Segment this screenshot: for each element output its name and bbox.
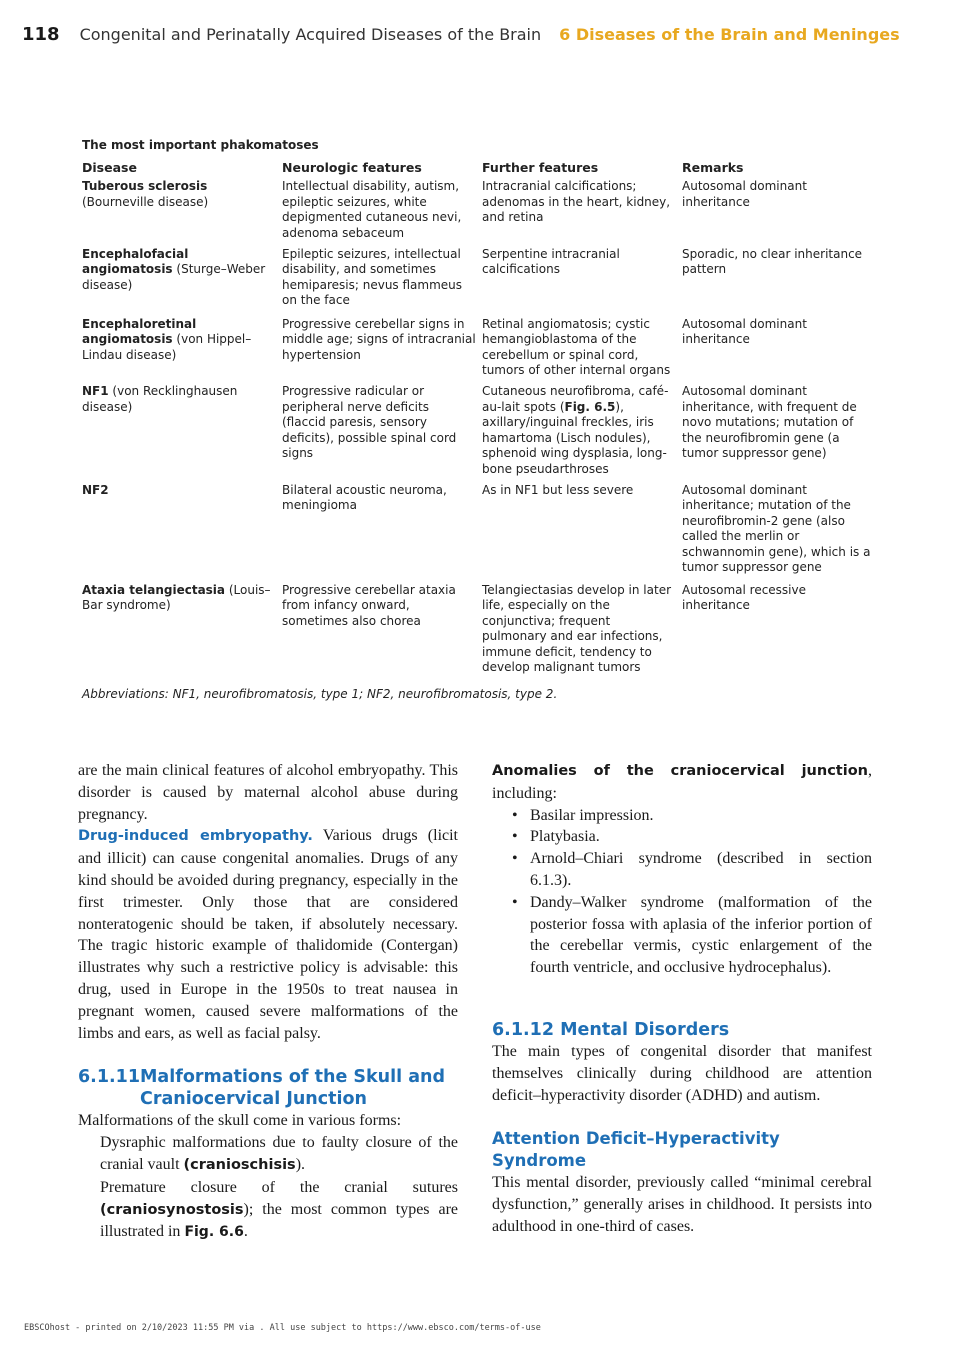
disease-name: Encephaloretinal angiomatosis [82, 316, 197, 347]
bullet-icon: • [512, 828, 518, 846]
disease-cell [82, 384, 282, 483]
item-text: Premature closure of the cranial sutures [100, 1178, 458, 1196]
table-header-row [82, 160, 882, 180]
list-item-text: Platybasia. [530, 828, 600, 846]
term-craniosynostosis: (craniosynostosis [100, 1201, 244, 1218]
anomalies-list [492, 805, 872, 979]
item-text: ). [295, 1155, 306, 1173]
further-text: Cutaneous neurofibroma, café-au-lait spots ( [482, 383, 669, 414]
print-footer: EBSCOhost - printed on 2/10/2023 11:55 PM via . All use subject to https://www.ebsco.com/terms-of-use [24, 1323, 541, 1333]
bullet-icon: • [512, 806, 518, 824]
column-header-further: Further features [482, 159, 599, 175]
section-heading-6-1-12 [492, 1019, 872, 1041]
bullet-icon: • [512, 893, 518, 911]
item-text: Dysraphic malformations due to faulty closure of the cranial vault [100, 1134, 458, 1173]
further-cell [482, 384, 682, 483]
further-cell: As in NF1 but less severe [482, 482, 634, 497]
section-spacer [78, 1044, 458, 1066]
disease-cell [82, 247, 282, 317]
alcohol-paragraph: are the main clinical features of alcohol embryopathy. This disorder is caused by maternal alcohol abuse during pregnancy. [78, 762, 458, 823]
term-cranioschisis: (cranioschisis [183, 1156, 296, 1173]
disease-eponym: (Sturge–Weber disease) [82, 262, 266, 292]
skull-item-craniosynostosis [78, 1177, 458, 1244]
neurologic-cell: Progressive cerebellar signs in middle age; signs of intracranial hypertension [282, 316, 476, 362]
further-cell: Intracranial calcifications; adenomas in the heart, kidney, and retina [482, 179, 671, 225]
drug-paragraph [78, 825, 458, 1044]
list-item [492, 892, 872, 979]
figure-reference[interactable]: Fig. 6.5 [564, 399, 616, 414]
disease-name: NF1 [82, 383, 109, 398]
column-header-neurologic: Neurologic features [282, 159, 422, 175]
drug-runin-heading: Drug-induced embryopathy. [78, 828, 313, 845]
table-row [82, 384, 882, 483]
table-caption: The most important phakomatoses [82, 138, 319, 152]
drug-text: Various drugs (licit and illicit) can cause congenital anomalies. Drugs of any kind should be avoided during pregnancy, especially in the first trimester. Only those that are considered nonteratogenic should be taken, if absolutely necessary. The tragic historic example of thalidomide (Contergan) illustrates why such a restrictive policy is advisable: this drug, used in Europe in the 1950s to treat nausea in pregnant women, caused severe malformations of the limbs and ears, as well as facial palsy. [78, 827, 458, 1042]
disease-eponym: (von Recklinghausen disease) [82, 383, 238, 414]
section-number: 6.1.11 [78, 1067, 141, 1088]
mental-disorders-paragraph: The main types of congenital disorder that manifest themselves clinically during childhood are attention deficit–hyperactivity disorder (ADHD) and autism. [492, 1042, 872, 1104]
adhd-paragraph: This mental disorder, previously called “minimal cerebral dysfunction,” generally arises in childhood. It persists into adulthood in one-third of cases. [492, 1174, 872, 1235]
section-title: Mental Disorders [560, 1019, 730, 1040]
further-cell: Telangiectasias develop in later life, especially on the conjunctiva; frequent pulmonary and ear infections, immune deficit, tendency to develop malignant tumors [482, 582, 672, 675]
skull-item-cranioschisis [78, 1132, 458, 1177]
disease-name: NF2 [82, 482, 109, 497]
further-cell: Serpentine intracranial calcifications [482, 246, 620, 277]
page-header [22, 24, 900, 50]
remarks-cell: Sporadic, no clear inheritance pattern [682, 246, 863, 277]
disease-name: Encephalofacial angiomatosis [82, 246, 189, 277]
remarks-cell: Autosomal dominant inheritance [682, 179, 807, 209]
table-row [82, 317, 882, 384]
further-cell: Retinal angiomatosis; cystic hemangioblastoma of the cerebellum or spinal cord, tumors of other internal organs [482, 316, 671, 378]
item-text: . [243, 1223, 248, 1241]
disease-name: Ataxia telangiectasia [82, 582, 226, 597]
anomalies-term: Anomalies of the craniocervical junction [492, 763, 868, 779]
disease-name: Tuberous sclerosis [82, 179, 208, 194]
disease-eponym: (Bourneville disease) [82, 194, 209, 209]
left-column [78, 760, 458, 1244]
list-item-text: Dandy–Walker syndrome (malformation of the posterior fossa with aplasia of the inferior portion of the cerebellar vermis, cystic enlargement of the fourth ventricle, and occlusive hydrocephalus). [530, 893, 872, 977]
table-abbreviations: Abbreviations: NF1, neurofibromatosis, type 1; NF2, neurofibromatosis, type 2. [82, 687, 558, 702]
remarks-cell: Autosomal dominant inheritance, with frequent de novo mutations; mutation of the neurofibromin gene (a tumor suppressor gene) [682, 383, 857, 461]
disease-cell [82, 179, 282, 246]
section-title: Malformations of the Skull and Craniocervical Junction [140, 1067, 445, 1110]
list-item-text: Arnold–Chiari syndrome (described in section 6.1.3). [530, 850, 872, 889]
disease-cell [82, 583, 282, 682]
column-header-remarks: Remarks [682, 159, 744, 175]
list-item [492, 805, 872, 827]
page-number: 118 [22, 24, 60, 45]
phakomatoses-table [82, 138, 882, 703]
section-spacer [492, 1106, 872, 1128]
disease-cell [82, 483, 282, 583]
table-grid [82, 160, 882, 681]
item-text: ); the most common types are illustrated in [100, 1200, 458, 1241]
table-row [82, 179, 882, 246]
remarks-cell: Autosomal dominant inheritance [682, 316, 807, 347]
column-header-disease: Disease [82, 159, 137, 175]
skull-intro: Malformations of the skull come in various forms: [78, 1112, 402, 1130]
table-row [82, 583, 882, 682]
disease-eponym: (von Hippel–Lindau disease) [82, 332, 252, 362]
section-number: 6.1.12 [492, 1019, 555, 1040]
further-text: ), axillary/inguinal freckles, iris hamartoma (Lisch nodules), sphenoid wing dysplasia, long-bone pseudarthroses [482, 399, 667, 476]
remarks-cell: Autosomal dominant inheritance; mutation of the neurofibromin-2 gene (also called the merlin or schwannomin gene), which is a tumor suppressor gene [682, 482, 871, 575]
book-title: Congenital and Perinatally Acquired Diseases of the Brain [79, 25, 542, 44]
table-row [82, 247, 882, 317]
list-item-text: Basilar impression. [530, 806, 654, 824]
neurologic-cell: Bilateral acoustic neuroma, meningioma [282, 482, 447, 513]
anomalies-text: , including: [492, 762, 872, 802]
list-item [492, 848, 872, 892]
right-column [492, 760, 872, 1238]
anomalies-intro [492, 760, 872, 805]
chapter-title: 6 Diseases of the Brain and Meninges [559, 25, 900, 44]
disease-eponym: (Louis–Bar syndrome) [82, 582, 271, 613]
bullet-icon: • [512, 850, 518, 868]
neurologic-cell: Progressive radicular or peripheral nerve deficits (flaccid paresis, sensory deficits), possible spinal cord signs [282, 383, 457, 461]
list-item [492, 826, 872, 848]
section-spacer [492, 979, 872, 1019]
section-heading-6-1-11 [78, 1066, 458, 1110]
neurologic-cell: Epileptic seizures, intellectual disability, and sometimes hemiparesis; nevus flammeus on the face [282, 246, 463, 308]
neurologic-cell: Intellectual disability, autism, epileptic seizures, white depigmented cutaneous nevi, adenoma sebaceum [282, 179, 462, 240]
remarks-cell: Autosomal recessive inheritance [682, 582, 807, 613]
adhd-heading: Attention Deficit–Hyperactivity Syndrome [492, 1129, 780, 1171]
figure-reference[interactable]: Fig. 6.6 [184, 1224, 244, 1241]
neurologic-cell: Progressive cerebellar ataxia from infancy onward, sometimes also chorea [282, 582, 456, 628]
disease-cell [82, 317, 282, 384]
table-row [82, 483, 882, 583]
